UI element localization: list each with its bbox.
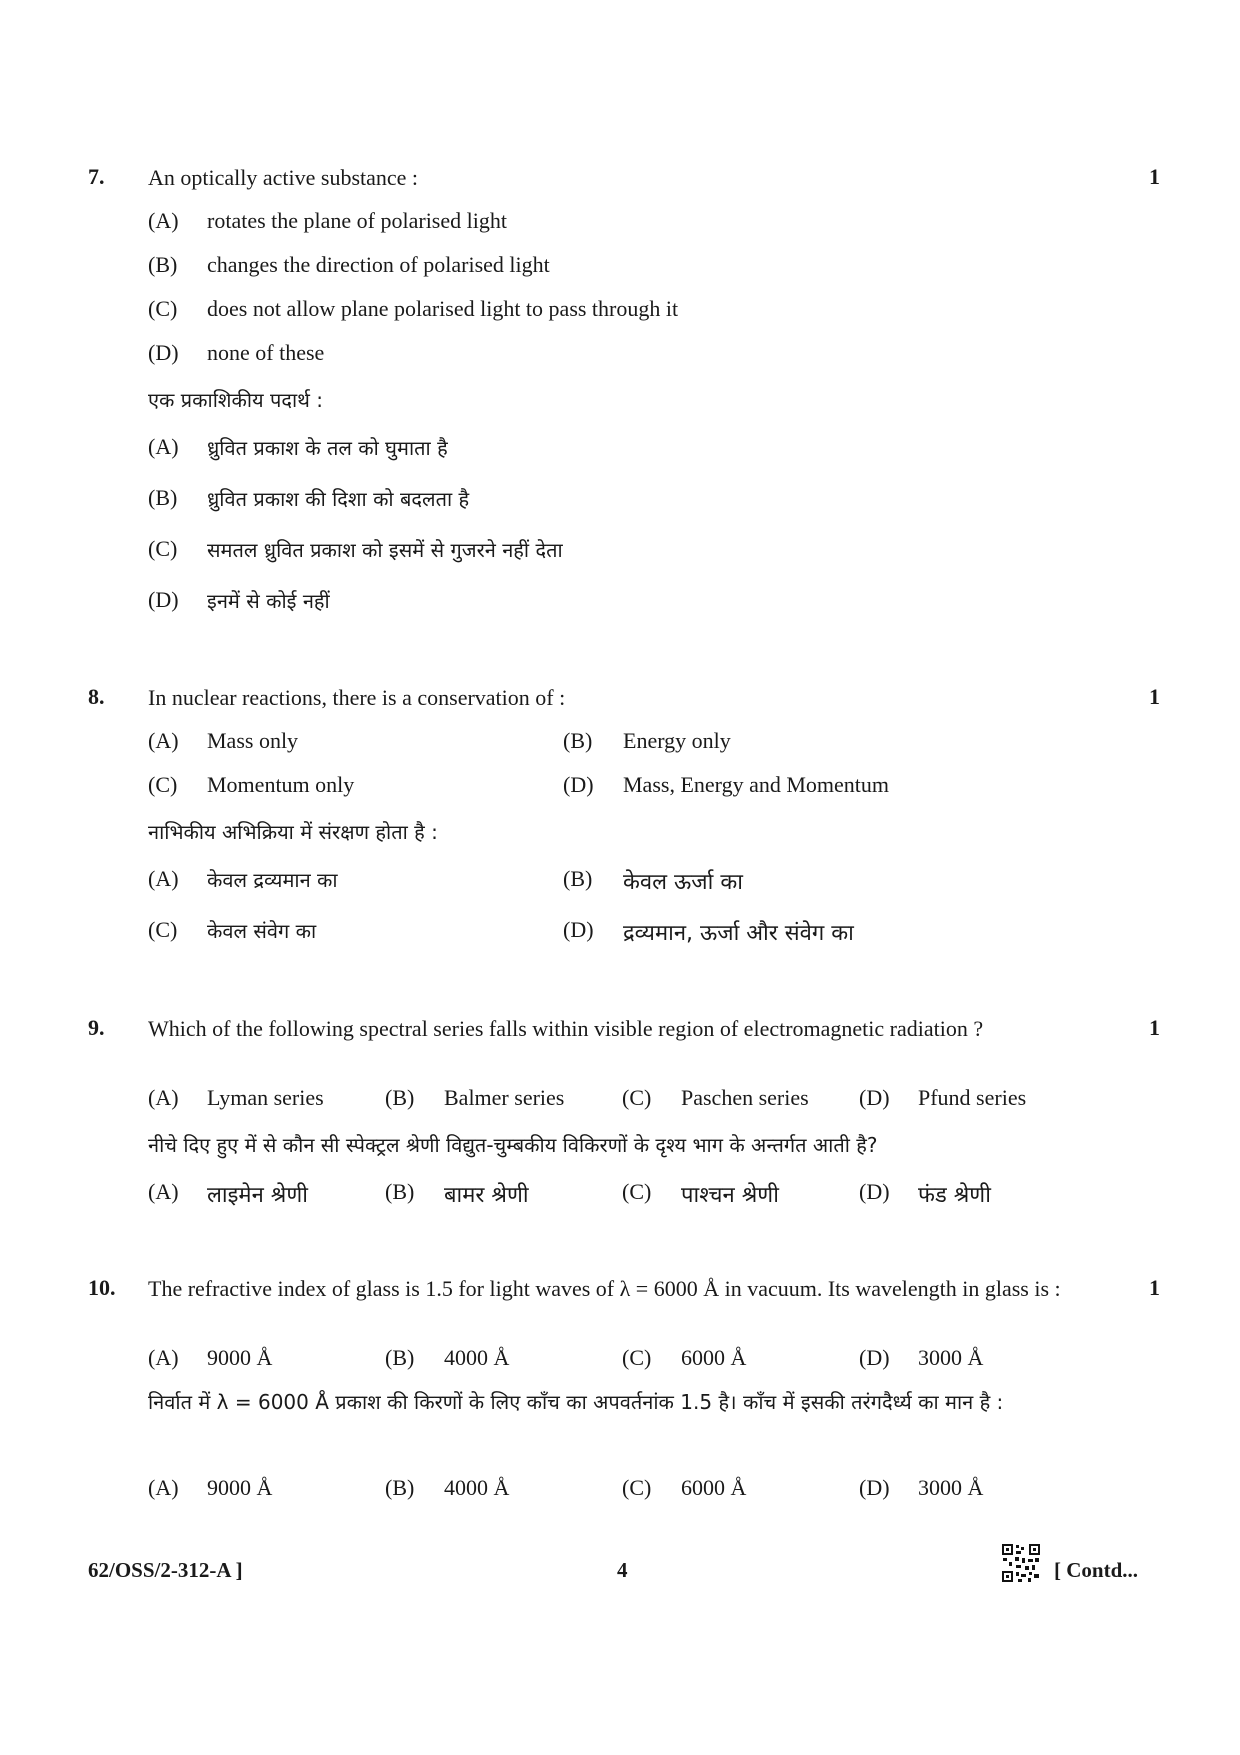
option-label: (C): [148, 772, 178, 797]
option-text: ध्रुवित प्रकाश के तल को घुमाता है: [207, 436, 448, 460]
option-text: Pfund series: [918, 1085, 1027, 1110]
option-text: rotates the plane of polarised light: [207, 208, 507, 233]
question-7: [88, 164, 1160, 624]
option-label: (B): [385, 1345, 415, 1370]
option-label: (D): [859, 1345, 890, 1370]
question-text-en: In nuclear reactions, there is a conservation of :: [148, 685, 566, 710]
question-number: 10.: [88, 1275, 116, 1300]
option-text: Mass, Energy and Momentum: [623, 772, 890, 797]
option-text: 6000 Å: [681, 1475, 747, 1500]
question-text-en: Which of the following spectral series falls within visible region of electromagnetic radiation ?: [148, 1016, 984, 1041]
option-label: (A): [148, 1345, 179, 1370]
option-label: (B): [148, 252, 178, 277]
option-label: (B): [385, 1179, 415, 1204]
option-text: लाइमेन श्रेणी: [207, 1183, 308, 1208]
paper-code: 62/OSS/2-312-A ]: [88, 1558, 243, 1582]
option-label: (C): [148, 536, 178, 561]
option-text: Paschen series: [681, 1085, 809, 1110]
option-text: 4000 Å: [444, 1475, 510, 1500]
option-label: (B): [563, 728, 593, 753]
question-text-hi: नाभिकीय अभिक्रिया में संरक्षण होता है :: [148, 820, 438, 844]
option-label: (D): [859, 1475, 890, 1500]
option-text: 3000 Å: [918, 1475, 984, 1500]
option-label: (D): [563, 772, 594, 797]
option-text: इनमें से कोई नहीं: [207, 589, 330, 613]
option-label: (C): [622, 1085, 652, 1110]
option-text: Energy only: [623, 728, 731, 753]
option-label: (A): [148, 728, 179, 753]
option-text: Balmer series: [444, 1085, 565, 1110]
question-marks: 1: [1149, 1275, 1160, 1300]
question-marks: 1: [1149, 164, 1160, 189]
option-text: केवल ऊर्जा का: [623, 870, 743, 895]
option-label: (C): [148, 917, 178, 942]
option-label: (A): [148, 866, 179, 891]
option-text: पाश्चन श्रेणी: [681, 1183, 779, 1208]
question-number: 8.: [88, 684, 105, 709]
option-label: (B): [148, 485, 178, 510]
option-text: फंड श्रेणी: [918, 1183, 991, 1208]
question-marks: 1: [1149, 1015, 1160, 1040]
option-label: (A): [148, 208, 179, 233]
option-text: 3000 Å: [918, 1345, 984, 1370]
option-text: Mass only: [207, 728, 299, 753]
option-label: (D): [859, 1085, 890, 1110]
option-label: (C): [622, 1179, 652, 1204]
option-text: does not allow plane polarised light to pass through it: [207, 296, 679, 321]
option-label: (B): [385, 1085, 415, 1110]
option-label: (C): [622, 1475, 652, 1500]
question-text-en: The refractive index of glass is 1.5 for light waves of λ = 6000 Å in vacuum. Its wavelength in glass is :: [148, 1276, 1061, 1301]
option-text: 6000 Å: [681, 1345, 747, 1370]
option-text: केवल द्रव्यमान का: [207, 868, 338, 892]
option-label: (A): [148, 1085, 179, 1110]
option-label: (C): [622, 1345, 652, 1370]
question-marks: 1: [1149, 684, 1160, 709]
option-label: (C): [148, 296, 178, 321]
question-text-hi: निर्वात में λ = 6000 Å प्रकाश की किरणों के लिए काँच का अपवर्तनांक 1.5 है। काँच में इसकी तरंगदैर्ध्य का मान है :: [148, 1390, 1004, 1414]
option-text: 4000 Å: [444, 1345, 510, 1370]
option-label: (B): [385, 1475, 415, 1500]
option-text: समतल ध्रुवित प्रकाश को इसमें से गुजरने नहीं देता: [207, 538, 563, 562]
question-text-hi: नीचे दिए हुए में से कौन सी स्पेक्ट्रल श्रेणी विद्युत-चुम्बकीय विकिरणों के दृश्य भाग के अन्तर्गत आती है?: [148, 1133, 878, 1157]
option-text: 9000 Å: [207, 1475, 273, 1500]
option-label: (D): [148, 587, 179, 612]
page-number: 4: [617, 1558, 628, 1582]
option-label: (A): [148, 434, 179, 459]
option-text: changes the direction of polarised light: [207, 252, 550, 277]
option-label: (B): [563, 866, 593, 891]
option-text: 9000 Å: [207, 1345, 273, 1370]
option-label: (D): [148, 340, 179, 365]
question-10: [88, 1275, 1160, 1515]
option-text: Momentum only: [207, 772, 355, 797]
option-label: (D): [563, 917, 594, 942]
option-text: none of these: [207, 340, 325, 365]
option-text: Lyman series: [207, 1085, 324, 1110]
contd-label: [ Contd...: [1054, 1558, 1139, 1582]
question-8: [88, 684, 1160, 954]
option-text: द्रव्यमान, ऊर्जा और संवेग का: [623, 921, 854, 946]
question-number: 9.: [88, 1015, 105, 1040]
option-text: ध्रुवित प्रकाश की दिशा को बदलता है: [207, 487, 470, 511]
question-number: 7.: [88, 164, 105, 189]
question-text-en: An optically active substance :: [148, 165, 419, 190]
option-label: (A): [148, 1475, 179, 1500]
option-label: (D): [859, 1179, 890, 1204]
option-text: केवल संवेग का: [207, 919, 317, 943]
option-label: (A): [148, 1179, 179, 1204]
question-9: [88, 1015, 1160, 1215]
qr-code-icon: [1001, 1543, 1041, 1583]
question-text-hi: एक प्रकाशिकीय पदार्थ :: [148, 388, 324, 412]
option-text: बामर श्रेणी: [444, 1183, 529, 1208]
